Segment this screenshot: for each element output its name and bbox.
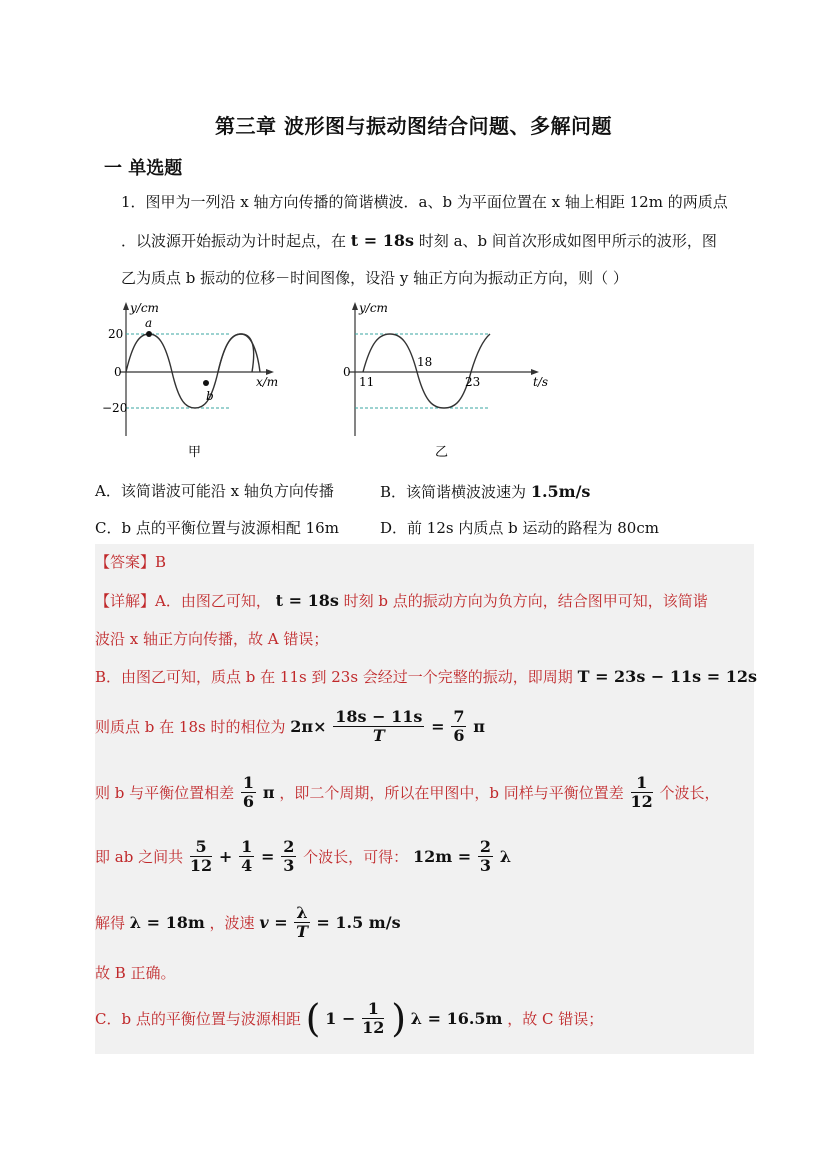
question-line-1: 1．图甲为一列沿 x 轴方向传播的简谐横波．a、b 为平面位置在 x 轴上相距 12m 的两质点 [121, 193, 728, 211]
vibration-curve [363, 334, 490, 408]
detail-line-5: 则 b 与平衡位置相差 $\frac{1}{6}$ π ，即二个周期，所以在甲图中，b 同样与平衡位置差 $\frac{1}{12}$ 个波长， [95, 773, 720, 811]
page-title: 第三章 波形图与振动图结合问题、多解问题 [215, 114, 612, 138]
jia-tick-20: 20 [108, 327, 124, 341]
option-a: A．该简谐波可能沿 x 轴负方向传播 [95, 482, 334, 500]
jia-tick-m20: −20 [102, 401, 128, 415]
jia-tick-0: 0 [114, 365, 122, 379]
detail-line-3: B．由图乙可知，质点 b 在 11s 到 23s 会经过一个完整的振动，即周期 T = 23s − 11s = 12s [95, 667, 757, 686]
detail-line-2: 波沿 x 轴正方向传播，故 A 错误； [95, 630, 329, 648]
question-time-math: t = 18s [350, 231, 415, 250]
option-d: D．前 12s 内质点 b 运动的路程为 80cm [380, 519, 659, 537]
detail-line-1: 【详解】A．由图乙可知， t = 18s 时刻 b 点的振动方向为负方向，结合图甲可知，该简谐 [95, 591, 708, 610]
section-heading: 一 单选题 [104, 158, 183, 179]
detail-line-4: 则质点 b 在 18s 时的相位为 2π× $\frac{18s - 11s}{T}$ = $\frac{7}{6}$ π [95, 707, 485, 745]
answer-label: 【答案】B [95, 553, 167, 571]
yi-ylabel: y/cm [359, 301, 388, 315]
yi-caption: 乙 [435, 445, 449, 460]
point-a [146, 331, 152, 337]
wave-curve [126, 334, 254, 408]
yi-xlabel: t/s [533, 375, 549, 389]
yi-tick-23: 23 [465, 375, 481, 389]
detail-line-9: C．b 点的平衡位置与波源相距 ( 1 − $\frac{1}{12}$ ) λ = 16.5m ，故 C 错误； [95, 996, 604, 1041]
jia-ylabel: y/cm [130, 301, 159, 315]
yi-tick-11: 11 [359, 375, 375, 389]
yi-tick-18: 18 [417, 355, 433, 369]
question-line-2: ．以波源开始振动为计时起点，在 t = 18s 时刻 a、b 间首次形成如图甲所示的波形，图 [121, 231, 717, 250]
jia-xlabel: x/m [256, 375, 279, 389]
question-line-3: 乙为质点 b 振动的位移－时间图像，设沿 y 轴正方向为振动正方向，则（ ） [121, 269, 628, 287]
figure-yi [335, 298, 565, 463]
option-c: C．b 点的平衡位置与波源相配 16m [95, 519, 339, 537]
jia-label-b: b [206, 389, 214, 403]
detail-line-8: 故 B 正确。 [95, 964, 176, 982]
point-b [203, 380, 209, 386]
figure-jia [100, 298, 290, 463]
detail-line-7: 解得 λ = 18m ，波速 v = $\frac{\lambda}{T}$ = 1.5 m/s [95, 903, 401, 941]
yi-tick-0: 0 [343, 365, 351, 379]
jia-label-a: a [145, 316, 153, 330]
detail-line-6: 即 ab 之间共 $\frac{5}{12}$ + $\frac{1}{4}$ = $\frac{2}{3}$ 个波长，可得： 12m = $\frac{2}{3}$ λ [95, 837, 512, 875]
option-b: B．该简谐横波波速为 1.5m/s [380, 482, 591, 501]
jia-caption: 甲 [188, 445, 202, 460]
